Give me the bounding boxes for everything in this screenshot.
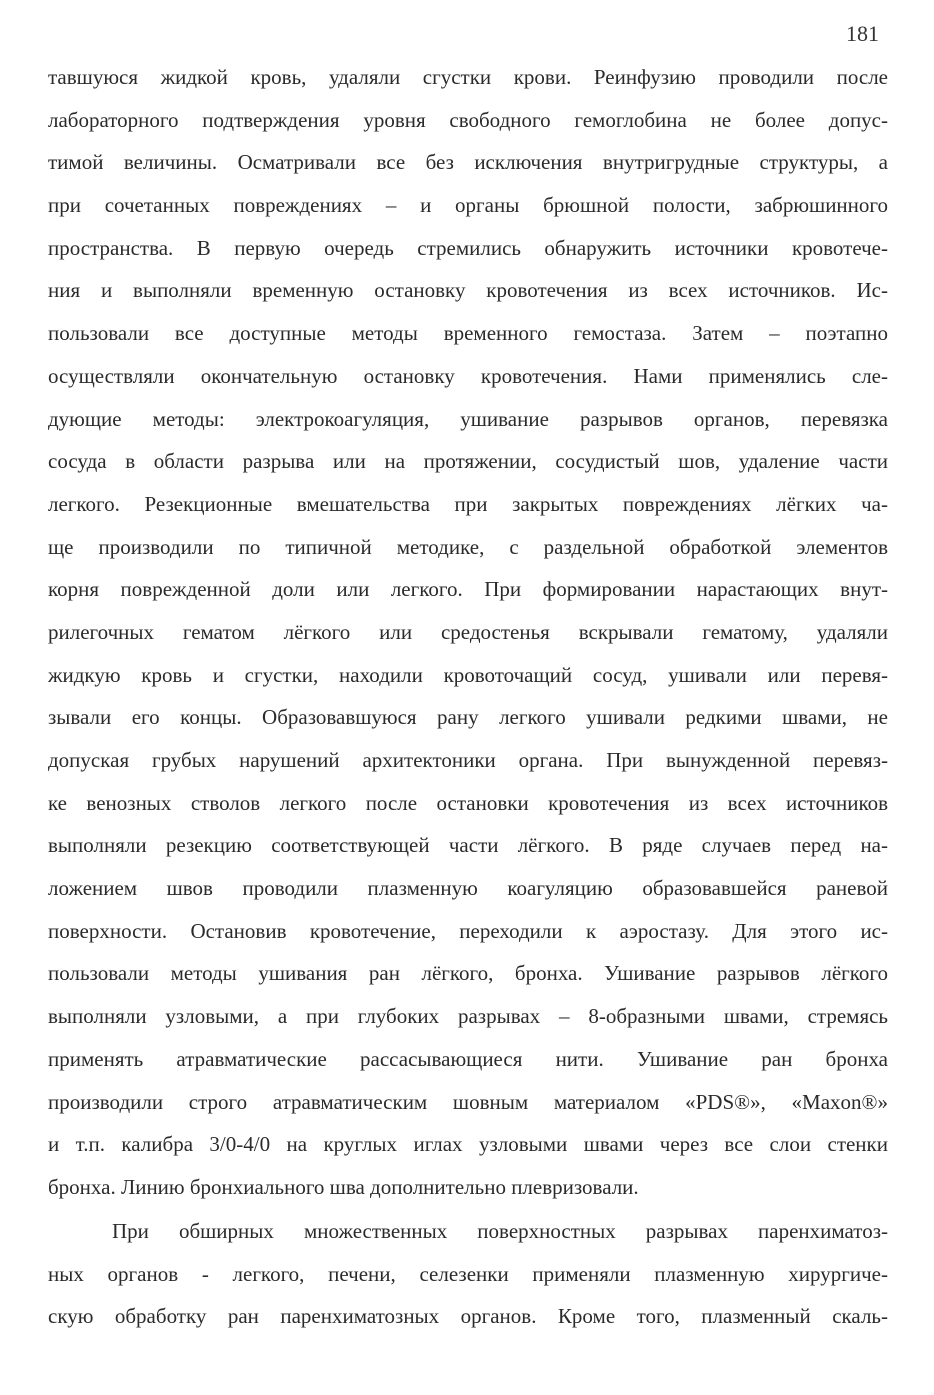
text-line: пространства. В первую очередь стремились обнаружить источники кровотече- xyxy=(48,235,888,260)
text-line: бронха. Линию бронхиального шва дополнительно плевризовали. xyxy=(48,1174,639,1199)
text-line: легкого. Резекционные вмешательства при закрытых повреждениях лёгких ча- xyxy=(48,491,888,516)
page-number: 181 xyxy=(846,21,879,46)
text-line: ния и выполняли временную остановку кровотечения из всех источников. Ис- xyxy=(48,278,888,303)
text-line: при сочетанных повреждениях – и органы брюшной полости, забрюшинного xyxy=(48,193,888,218)
text-line: ных органов - легкого, печени, селезенки применяли плазменную хирургиче- xyxy=(48,1261,888,1286)
text-line: пользовали все доступные методы временного гемостаза. Затем – поэтапно xyxy=(48,321,888,346)
text-line: При обширных множественных поверхностных разрывах паренхиматоз- xyxy=(112,1219,888,1243)
text-line: рилегочных гематом лёгкого или средостенья вскрывали гематому, удаляли xyxy=(48,619,888,644)
text-line: осуществляли окончательную остановку кровотечения. Нами применялись сле- xyxy=(48,363,888,388)
text-line: и т.п. калибра 3/0-4/0 на круглых иглах узловыми швами через все слои стенки xyxy=(48,1132,888,1157)
text-line: лабораторного подтверждения уровня свободного гемоглобина не более допус- xyxy=(48,107,888,132)
text-line: поверхности. Остановив кровотечение, переходили к аэростазу. Для этого ис- xyxy=(48,918,888,943)
text-line: производили строго атравматическим шовным материалом «PDS®», «Maxon®» xyxy=(48,1089,888,1114)
paragraph-2 xyxy=(48,1210,888,1338)
text-line: сосуда в области разрыва или на протяжении, сосудистый шов, удаление части xyxy=(48,449,888,474)
text-line: выполняли узловыми, а при глубоких разрывах – 8-образными швами, стремясь xyxy=(48,1004,888,1029)
text-line: ложением швов проводили плазменную коагуляцию образовавшейся раневой xyxy=(48,876,888,901)
text-line: скую обработку ран паренхиматозных органов. Кроме того, плазменный скаль- xyxy=(48,1304,888,1329)
text-line: корня поврежденной доли или легкого. При формировании нарастающих внут- xyxy=(48,577,888,602)
text-line: применять атравматические рассасывающиеся нити. Ушивание ран бронха xyxy=(48,1046,888,1071)
text-line: допуская грубых нарушений архитектоники органа. При вынужденной перевяз- xyxy=(48,748,888,772)
text-line: пользовали методы ушивания ран лёгкого, бронха. Ушивание разрывов лёгкого xyxy=(48,961,888,986)
text-line: зывали его концы. Образовавшуюся рану легкого ушивали редкими швами, не xyxy=(48,705,888,730)
text-line: ке венозных стволов легкого после остановки кровотечения из всех источников xyxy=(48,790,888,815)
paragraph-1 xyxy=(48,56,888,1209)
text-line: дующие методы: электрокоагуляция, ушивание разрывов органов, перевязка xyxy=(48,406,888,431)
text-line: тимой величины. Осматривали все без исключения внутригрудные структуры, а xyxy=(48,150,888,175)
text-line: тавшуюся жидкой кровь, удаляли сгустки крови. Реинфузию проводили после xyxy=(48,65,888,89)
text-line: жидкую кровь и сгустки, находили кровоточащий сосуд, ушивали или перевя- xyxy=(48,662,888,687)
text-line: выполняли резекцию соответствующей части лёгкого. В ряде случаев перед на- xyxy=(48,833,888,858)
text-line: ще производили по типичной методике, с раздельной обработкой элементов xyxy=(48,534,888,559)
